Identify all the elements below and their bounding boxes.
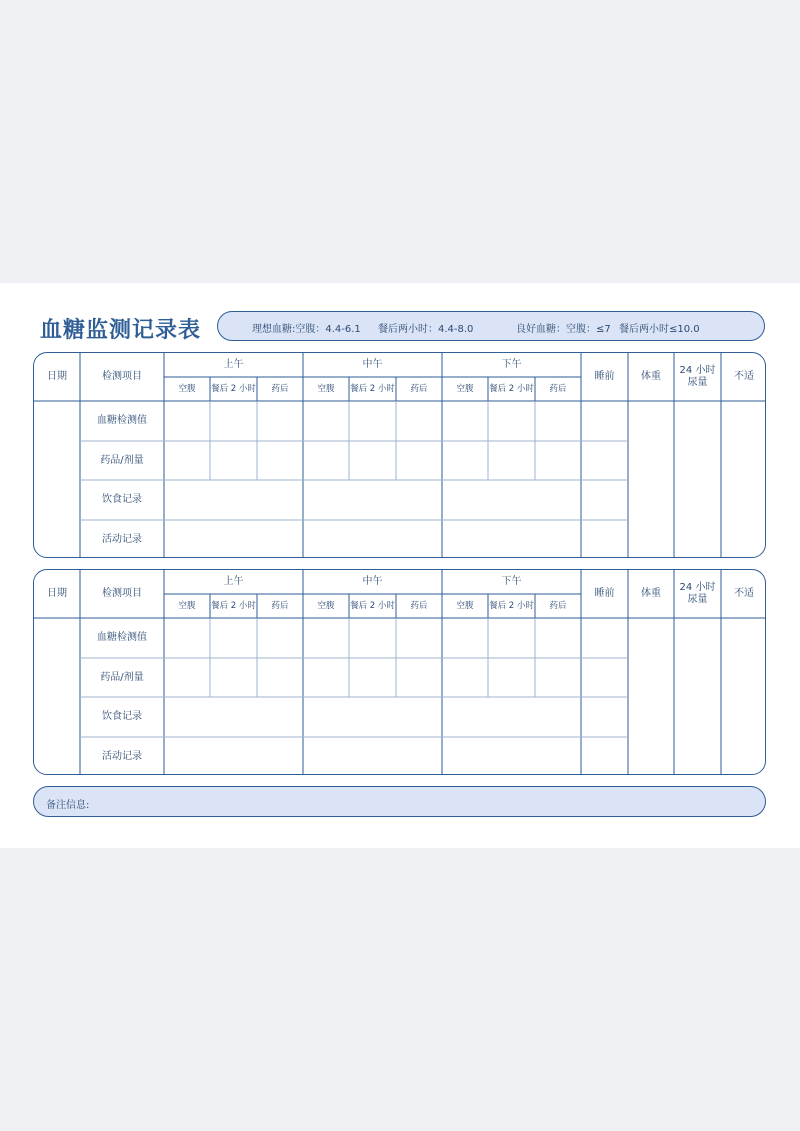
summary-cell[interactable]: [674, 401, 721, 558]
notes-bar[interactable]: [33, 786, 766, 817]
header-post-2h: 餐后 2 小时: [489, 601, 534, 611]
entry-cell[interactable]: [442, 618, 488, 658]
entry-cell[interactable]: [303, 401, 349, 441]
entry-cell[interactable]: [210, 658, 257, 697]
header-fasting: 空腹: [178, 601, 196, 611]
entry-cell[interactable]: [396, 401, 442, 441]
header-fasting: 空腹: [456, 601, 474, 611]
header-urine-24h: 24 小时: [679, 365, 716, 376]
date-cell[interactable]: [34, 618, 80, 775]
before-sleep-cell[interactable]: [581, 737, 628, 775]
page-title: 血糖监测记录表: [40, 318, 202, 343]
good-fasting-text: 良好血糖：空腹：≤7: [516, 324, 611, 335]
summary-cell[interactable]: [628, 401, 674, 558]
entry-cell[interactable]: [535, 658, 581, 697]
entry-cell[interactable]: [303, 520, 442, 558]
entry-cell[interactable]: [442, 658, 488, 697]
summary-cell[interactable]: [721, 401, 766, 558]
entry-cell[interactable]: [535, 441, 581, 480]
entry-cell[interactable]: [442, 737, 581, 775]
header-post-2h: 餐后 2 小时: [489, 384, 534, 394]
entry-cell[interactable]: [442, 480, 581, 520]
entry-cell[interactable]: [303, 618, 349, 658]
header-morning: 上午: [223, 359, 244, 370]
header-fasting: 空腹: [456, 384, 474, 394]
entry-cell[interactable]: [396, 618, 442, 658]
entry-cell[interactable]: [257, 658, 303, 697]
before-sleep-cell[interactable]: [581, 480, 628, 520]
header-post-2h: 餐后 2 小时: [211, 601, 256, 611]
before-sleep-cell[interactable]: [581, 441, 628, 480]
ideal-range-bar: [217, 311, 765, 341]
entry-cell[interactable]: [257, 618, 303, 658]
entry-cell[interactable]: [488, 658, 535, 697]
entry-cell[interactable]: [164, 520, 303, 558]
entry-cell[interactable]: [396, 658, 442, 697]
entry-cell[interactable]: [303, 441, 349, 480]
entry-cell[interactable]: [164, 737, 303, 775]
row-label: 活动记录: [102, 533, 142, 545]
entry-cell[interactable]: [488, 441, 535, 480]
entry-cell[interactable]: [349, 618, 396, 658]
header-noon: 中午: [362, 359, 383, 370]
entry-cell[interactable]: [488, 618, 535, 658]
header-after-med: 药后: [410, 601, 428, 611]
entry-cell[interactable]: [535, 618, 581, 658]
entry-cell[interactable]: [164, 401, 210, 441]
summary-cell[interactable]: [674, 618, 721, 775]
ideal-post-text: 餐后两小时：4.4-8.0: [378, 324, 474, 335]
header-discomfort: 不适: [734, 588, 754, 599]
entry-cell[interactable]: [303, 658, 349, 697]
entry-cell[interactable]: [257, 401, 303, 441]
row-label: 药品/剂量: [100, 671, 144, 683]
entry-cell[interactable]: [396, 441, 442, 480]
entry-cell[interactable]: [442, 401, 488, 441]
entry-cell[interactable]: [349, 441, 396, 480]
header-afternoon: 下午: [501, 576, 522, 587]
header-fasting: 空腹: [178, 384, 196, 394]
header-after-med: 药后: [410, 384, 428, 394]
row-label: 血糖检测值: [97, 632, 147, 643]
header-after-med: 药后: [271, 384, 289, 394]
entry-cell[interactable]: [164, 697, 303, 737]
header-urine-volume: 尿量: [687, 594, 708, 605]
header-post-2h: 餐后 2 小时: [211, 384, 256, 394]
entry-cell[interactable]: [303, 480, 442, 520]
header-weight: 体重: [641, 371, 661, 382]
header-after-med: 药后: [549, 384, 567, 394]
entry-cell[interactable]: [349, 401, 396, 441]
header-morning: 上午: [223, 576, 244, 587]
before-sleep-cell[interactable]: [581, 520, 628, 558]
header-noon: 中午: [362, 576, 383, 587]
record-table-1: [33, 352, 766, 558]
header-date: 日期: [47, 588, 67, 599]
before-sleep-cell[interactable]: [581, 658, 628, 697]
header-item: 检测项目: [102, 371, 142, 382]
notes-label: 备注信息:: [46, 800, 90, 811]
header-discomfort: 不适: [734, 371, 754, 382]
entry-cell[interactable]: [303, 737, 442, 775]
date-cell[interactable]: [34, 401, 80, 558]
header-urine-24h: 24 小时: [679, 582, 716, 593]
summary-cell[interactable]: [628, 618, 674, 775]
entry-cell[interactable]: [164, 618, 210, 658]
ideal-fasting-text: 理想血糖:空腹：4.4-6.1: [252, 324, 361, 335]
entry-cell[interactable]: [164, 658, 210, 697]
header-before-sleep: 睡前: [594, 371, 615, 382]
entry-cell[interactable]: [210, 401, 257, 441]
row-label: 药品/剂量: [100, 454, 144, 466]
header-fasting: 空腹: [317, 601, 335, 611]
header-post-2h: 餐后 2 小时: [350, 601, 395, 611]
entry-cell[interactable]: [488, 401, 535, 441]
header-urine-volume: 尿量: [687, 377, 708, 388]
record-sheet: [0, 283, 800, 848]
entry-cell[interactable]: [210, 441, 257, 480]
header-date: 日期: [47, 371, 67, 382]
row-label: 血糖检测值: [97, 415, 147, 426]
header-weight: 体重: [641, 588, 661, 599]
row-label: 饮食记录: [102, 494, 142, 505]
entry-cell[interactable]: [349, 658, 396, 697]
entry-cell[interactable]: [164, 480, 303, 520]
header-afternoon: 下午: [501, 359, 522, 370]
header-item: 检测项目: [102, 588, 142, 599]
entry-cell[interactable]: [257, 441, 303, 480]
header-before-sleep: 睡前: [594, 588, 615, 599]
header-post-2h: 餐后 2 小时: [350, 384, 395, 394]
entry-cell[interactable]: [442, 697, 581, 737]
before-sleep-cell[interactable]: [581, 697, 628, 737]
record-table-2: [33, 569, 766, 775]
good-post-text: 餐后两小时≤10.0: [619, 324, 700, 335]
entry-cell[interactable]: [210, 618, 257, 658]
entry-cell[interactable]: [442, 520, 581, 558]
entry-cell[interactable]: [164, 441, 210, 480]
header-after-med: 药后: [549, 601, 567, 611]
entry-cell[interactable]: [535, 401, 581, 441]
entry-cell[interactable]: [303, 697, 442, 737]
summary-cell[interactable]: [721, 618, 766, 775]
header-fasting: 空腹: [317, 384, 335, 394]
before-sleep-cell[interactable]: [581, 401, 628, 441]
entry-cell[interactable]: [442, 441, 488, 480]
header-after-med: 药后: [271, 601, 289, 611]
row-label: 活动记录: [102, 750, 142, 762]
before-sleep-cell[interactable]: [581, 618, 628, 658]
row-label: 饮食记录: [102, 711, 142, 722]
